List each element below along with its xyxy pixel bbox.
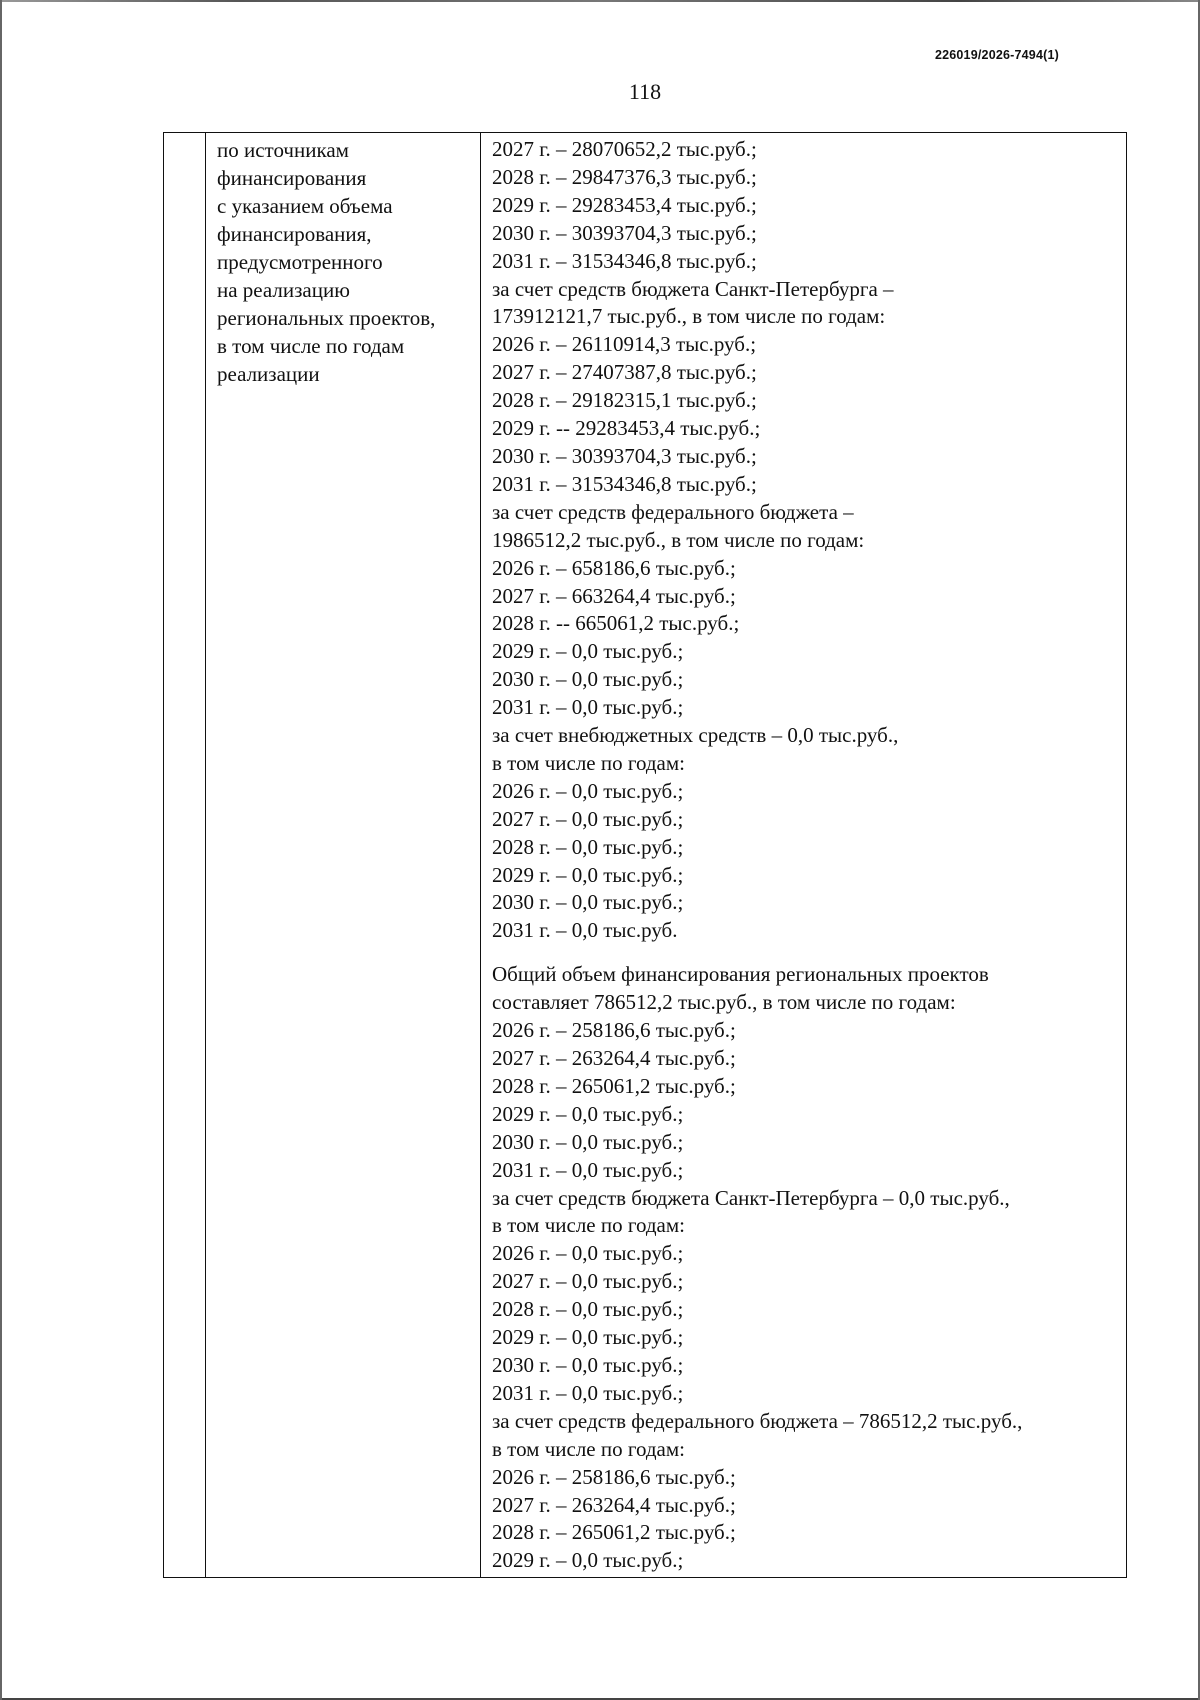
financing-line: 2026 г. – 0,0 тыс.руб.; — [492, 1241, 684, 1266]
financing-line: 2031 г. – 0,0 тыс.руб.; — [492, 695, 684, 720]
financing-line: 2029 г. – 0,0 тыс.руб.; — [492, 1325, 684, 1350]
financing-line: 2028 г. – 29847376,3 тыс.руб.; — [492, 164, 757, 189]
financing-line: за счет средств федерального бюджета – — [492, 499, 854, 524]
financing-line: 2029 г. – 0,0 тыс.руб.; — [492, 862, 684, 887]
financing-line: 2028 г. – 265061,2 тыс.руб.; — [492, 1520, 736, 1545]
financing-line: 2029 г. – 0,0 тыс.руб.; — [492, 1548, 684, 1573]
financing-line: 2028 г. -- 665061,2 тыс.руб.; — [492, 611, 740, 636]
financing-line: 2030 г. – 30393704,3 тыс.руб.; — [492, 443, 757, 468]
scan-border-top — [0, 0, 1200, 2]
financing-line: Общий объем финансирования региональных проектов — [492, 962, 989, 987]
financing-line: 2030 г. – 0,0 тыс.руб.; — [492, 890, 684, 915]
financing-line: 2026 г. – 258186,6 тыс.руб.; — [492, 1464, 736, 1489]
financing-line: составляет 786512,2 тыс.руб., в том числе по годам: — [492, 990, 956, 1015]
financing-line: 2027 г. – 263264,4 тыс.руб.; — [492, 1046, 736, 1070]
financing-line: 2026 г. – 258186,6 тыс.руб.; — [492, 1018, 736, 1043]
cell-text-line: предусмотренного — [217, 250, 383, 274]
financing-line: 2028 г. – 0,0 тыс.руб.; — [492, 834, 684, 859]
financing-line: в том числе по годам: — [492, 750, 685, 775]
financing-line: за счет средств бюджета Санкт-Петербурга – 0,0 тыс.руб., — [492, 1185, 1010, 1210]
paragraph-gap — [492, 945, 1120, 961]
table-cell-parameter-name — [217, 136, 477, 388]
financing-line: 2027 г. – 0,0 тыс.руб.; — [492, 1269, 684, 1294]
cell-text-line: реализации — [217, 362, 320, 386]
table-column-divider-1 — [205, 133, 206, 1577]
cell-text-line: финансирования, — [217, 222, 372, 246]
table-column-divider-2 — [480, 133, 481, 1577]
financing-line: 2027 г. – 663264,4 тыс.руб.; — [492, 583, 736, 608]
cell-text-line: финансирования — [217, 166, 367, 190]
financing-line: 2027 г. – 27407387,8 тыс.руб.; — [492, 360, 757, 385]
table-cell-financing-values — [492, 136, 1120, 1575]
financing-line: 2031 г. – 0,0 тыс.руб.; — [492, 1380, 684, 1405]
financing-line: 2029 г. – 0,0 тыс.руб.; — [492, 639, 684, 664]
financing-line: 2030 г. – 0,0 тыс.руб.; — [492, 1352, 684, 1377]
financing-line: 2030 г. – 0,0 тыс.руб.; — [492, 1129, 684, 1154]
cell-text-line: с указанием объема — [217, 194, 393, 218]
page-number: 118 — [628, 79, 662, 104]
financing-block-total — [492, 136, 1120, 945]
financing-line: 2031 г. – 31534346,8 тыс.руб.; — [492, 471, 757, 496]
financing-line: 2031 г. – 31534346,8 тыс.руб.; — [492, 248, 757, 273]
financing-line: 2029 г. – 0,0 тыс.руб.; — [492, 1101, 684, 1126]
document-registration-number: 226019/2026-7494(1) — [934, 48, 1059, 62]
financing-line: 2031 г. – 0,0 тыс.руб. — [492, 918, 678, 943]
financing-line: за счет средств бюджета Санкт-Петербурга – — [492, 276, 894, 301]
financing-line: 2031 г. – 0,0 тыс.руб.; — [492, 1157, 684, 1182]
financing-line: 2028 г. – 0,0 тыс.руб.; — [492, 1297, 684, 1322]
financing-line: 2027 г. – 28070652,2 тыс.руб.; — [492, 137, 757, 161]
financing-line: 2026 г. – 26110914,3 тыс.руб.; — [492, 332, 757, 357]
financing-line: за счет внебюджетных средств – 0,0 тыс.руб., — [492, 723, 899, 748]
financing-line: 2026 г. – 658186,6 тыс.руб.; — [492, 555, 736, 580]
financing-line: 2029 г. -- 29283453,4 тыс.руб.; — [492, 416, 761, 441]
financing-line: в том числе по годам: — [492, 1436, 685, 1461]
financing-line: 1986512,2 тыс.руб., в том числе по годам: — [492, 527, 865, 552]
financing-block-regional-projects — [492, 961, 1120, 1575]
financing-line: 2028 г. – 265061,2 тыс.руб.; — [492, 1073, 736, 1098]
financing-line: 173912121,7 тыс.руб., в том числе по годам: — [492, 304, 886, 329]
financing-line: 2030 г. – 0,0 тыс.руб.; — [492, 667, 684, 692]
financing-line: в том числе по годам: — [492, 1213, 685, 1238]
financing-line: 2029 г. – 29283453,4 тыс.руб.; — [492, 192, 757, 217]
financing-line: 2026 г. – 0,0 тыс.руб.; — [492, 778, 684, 803]
financing-line: 2027 г. – 0,0 тыс.руб.; — [492, 806, 684, 831]
financing-line: 2030 г. – 30393704,3 тыс.руб.; — [492, 220, 757, 245]
cell-text-line: в том числе по годам — [217, 334, 405, 358]
financing-table — [163, 132, 1127, 1578]
cell-text-line: региональных проектов, — [217, 306, 436, 330]
cell-text-line: по источникам — [217, 138, 349, 162]
cell-text-line: на реализацию — [217, 278, 350, 302]
financing-line: 2027 г. – 263264,4 тыс.руб.; — [492, 1492, 736, 1517]
scan-border-left — [0, 0, 2, 1700]
financing-line: за счет средств федерального бюджета – 786512,2 тыс.руб., — [492, 1408, 1023, 1433]
financing-line: 2028 г. – 29182315,1 тыс.руб.; — [492, 388, 757, 413]
